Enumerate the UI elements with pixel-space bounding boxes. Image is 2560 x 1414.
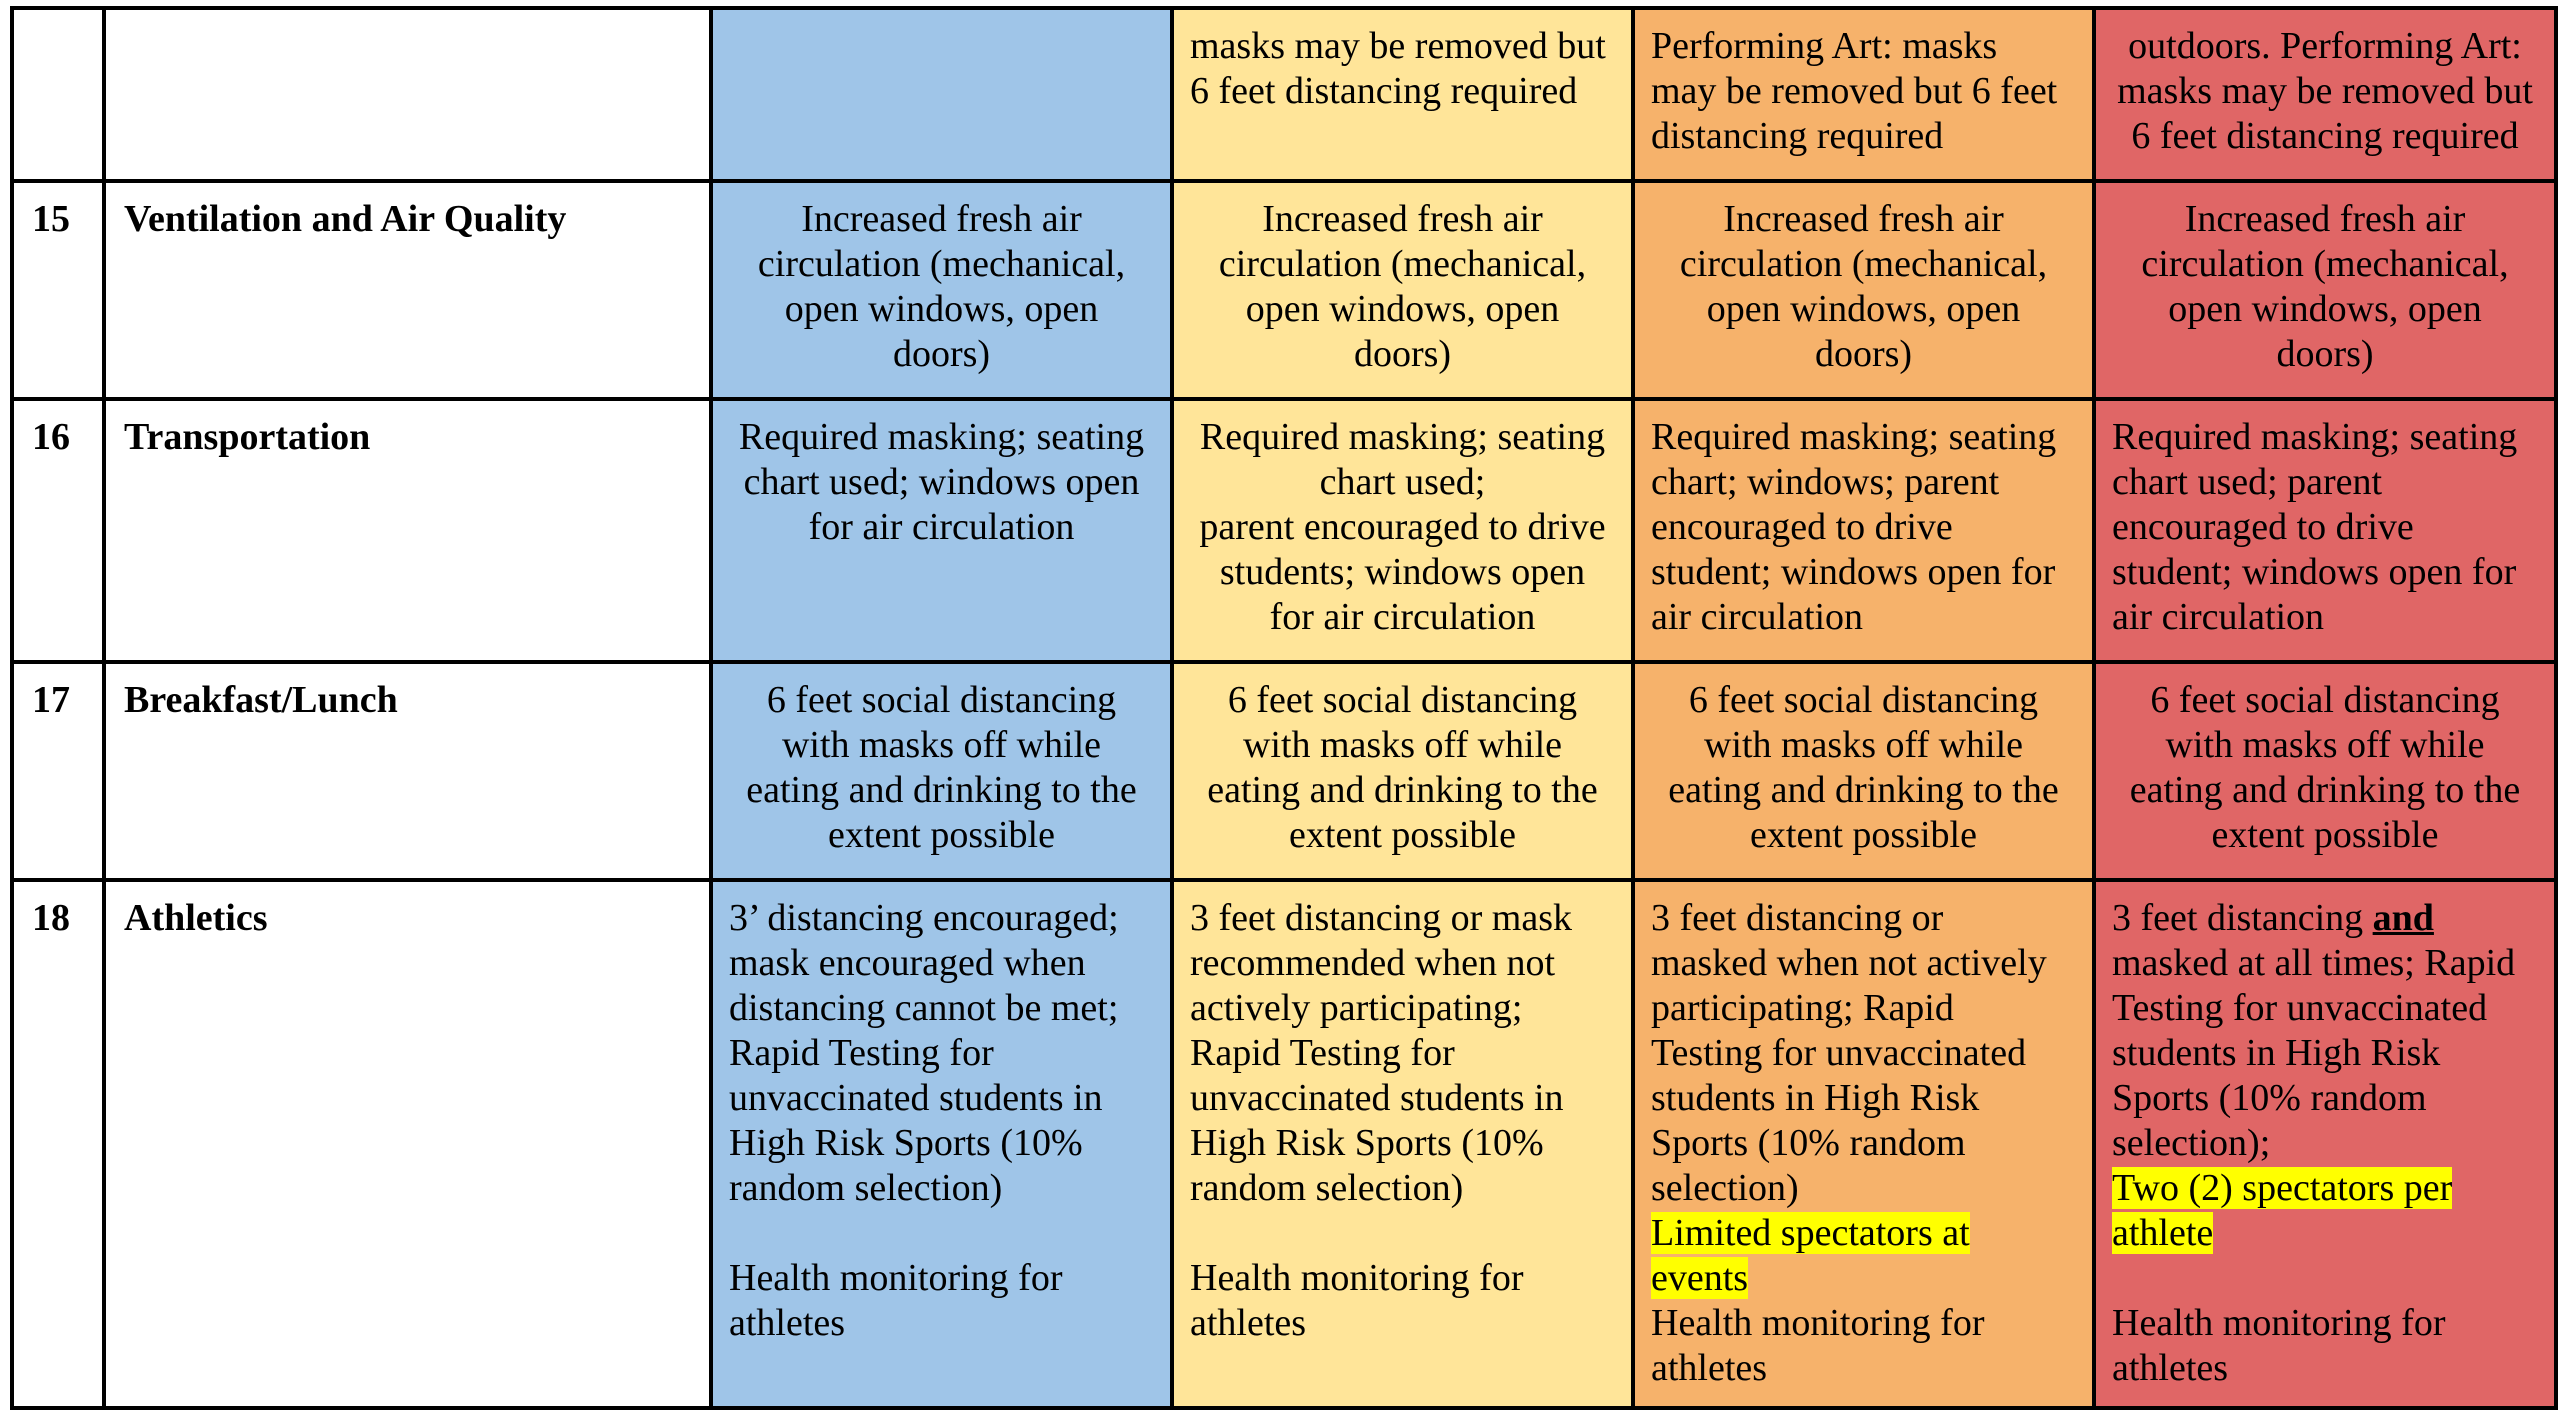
cell-text-line: with masks off while: [1703, 724, 2024, 766]
cell-yellow: [1172, 399, 1633, 662]
cell-text-line: masks may be removed but: [2117, 70, 2533, 112]
table-row-18: [12, 880, 2556, 1408]
cell-text-line: Increased fresh air: [2184, 198, 2466, 240]
cell-red: [2094, 181, 2556, 399]
cell-text-line: Required masking; seating: [1651, 416, 2057, 458]
cell-text-line: circulation (mechanical,: [757, 243, 1126, 285]
cell-text-line: Rapid Testing for: [729, 1032, 994, 1074]
cell-red: [2094, 880, 2556, 1408]
cell-text-line: 6 feet social distancing: [766, 679, 1117, 721]
cell-text-line: with masks off while: [1242, 724, 1563, 766]
cell-text-line: outdoors. Performing Art:: [2128, 25, 2522, 67]
row-category: Breakfast/Lunch: [104, 662, 711, 880]
cell-text-line: Testing for unvaccinated: [2112, 987, 2488, 1029]
highlight: Two (2) spectators per: [2112, 1167, 2453, 1209]
cell-text-line: recommended when not: [1190, 942, 1556, 984]
table-row-17: [12, 662, 2556, 880]
cell-text-line: [2112, 896, 2538, 941]
highlight: athlete: [2112, 1212, 2214, 1254]
paragraph-gap: [2112, 1256, 2538, 1301]
cell-text-line: athletes: [729, 1302, 846, 1344]
cell-text-line: for air circulation: [808, 506, 1075, 548]
cell-text-line: parent encouraged to drive: [1199, 506, 1606, 548]
cell-text-line: circulation (mechanical,: [1679, 243, 2048, 285]
cell-text-line: Health monitoring for: [729, 1257, 1063, 1299]
cell-text-line: Health monitoring for: [1651, 1302, 1985, 1344]
cell-text-line: participating; Rapid: [1651, 987, 1954, 1029]
cell-text-line: Rapid Testing for: [1190, 1032, 1455, 1074]
cell-text-line: open windows, open: [1706, 288, 2021, 330]
cell-blue: [711, 8, 1172, 181]
cell-text-line: High Risk Sports (10%: [1190, 1122, 1544, 1164]
row-category: Transportation: [104, 399, 711, 662]
row-category: Ventilation and Air Quality: [104, 181, 711, 399]
cell-text-line: eating and drinking to the: [1207, 769, 1598, 811]
cell-text-line: open windows, open: [2168, 288, 2482, 330]
cell-text-line: distancing cannot be met;: [729, 987, 1119, 1029]
cell-red: [2094, 8, 2556, 181]
cell-text-line: 6 feet social distancing: [1688, 679, 2039, 721]
cell-yellow: [1172, 880, 1633, 1408]
cell-text-line: encouraged to drive: [1651, 506, 1953, 548]
cell-text-line: chart; windows; parent: [1651, 461, 2000, 503]
cell-text-line: may be removed but 6 feet: [1651, 70, 2058, 112]
cell-yellow: [1172, 662, 1633, 880]
cell-text-line: Performing Art: masks: [1651, 25, 1998, 67]
highlighted-text-line: [2112, 1166, 2538, 1211]
cell-text-line: extent possible: [1750, 814, 1977, 856]
cell-text-line: doors): [1353, 333, 1452, 375]
table-row-15: [12, 181, 2556, 399]
cell-text-line: random selection): [1190, 1167, 1464, 1209]
cell-text-line: with masks off while: [781, 724, 1102, 766]
cell-text-line: Increased fresh air: [801, 198, 1082, 240]
cell-blue: [711, 181, 1172, 399]
cell-blue: [711, 880, 1172, 1408]
cell-text-line: athletes: [1651, 1347, 1768, 1389]
paragraph-gap: [1190, 1211, 1615, 1256]
cell-text-line: chart used; parent: [2112, 461, 2383, 503]
cell-text-line: circulation (mechanical,: [2141, 243, 2509, 285]
cell-text-line: with masks off while: [2165, 724, 2485, 766]
cell-text-line: circulation (mechanical,: [1218, 243, 1587, 285]
cell-text-line: selection);: [2112, 1122, 2271, 1164]
cell-text-line: random selection): [729, 1167, 1003, 1209]
cell-text-line: doors): [892, 333, 991, 375]
row-number: 16: [12, 399, 104, 662]
cell-text-line: Increased fresh air: [1723, 198, 2004, 240]
emphasized-word: and: [2372, 897, 2434, 939]
cell-text-line: 3 feet distancing or: [1651, 897, 1944, 939]
cell-text-line: extent possible: [828, 814, 1055, 856]
paragraph-gap: [729, 1211, 1154, 1256]
highlight: Limited spectators at: [1651, 1212, 1970, 1254]
cell-text-line: students; windows open: [1219, 551, 1586, 593]
cell-text-line: eating and drinking to the: [1668, 769, 2059, 811]
cell-yellow: [1172, 8, 1633, 181]
cell-text-line: masked at all times; Rapid: [2112, 942, 2516, 984]
cell-text-line: distancing required: [1651, 115, 1944, 157]
highlight: events: [1651, 1257, 1749, 1299]
cell-text-line: chart used; windows open: [743, 461, 1140, 503]
cell-text-line: student; windows open for: [1651, 551, 2056, 593]
cell-text-line: student; windows open for: [2112, 551, 2517, 593]
row-category: [104, 8, 711, 181]
cell-orange: [1633, 399, 2094, 662]
cell-text-line: eating and drinking to the: [746, 769, 1137, 811]
cell-blue: [711, 399, 1172, 662]
highlighted-text-line: [1651, 1211, 2076, 1256]
table-row-16: [12, 399, 2556, 662]
cell-text-line: students in High Risk: [1651, 1077, 1980, 1119]
cell-text-line: Required masking; seating: [738, 416, 1145, 458]
table-row-continuation: [12, 8, 2556, 181]
covid-mitigation-table: [10, 6, 2558, 1410]
row-category: Athletics: [104, 880, 711, 1408]
cell-text-line: 3’ distancing encouraged;: [729, 897, 1119, 939]
cell-orange: [1633, 8, 2094, 181]
cell-text-line: doors): [1814, 333, 1913, 375]
cell-text-line: 6 feet social distancing: [1227, 679, 1578, 721]
cell-text-line: unvaccinated students in: [729, 1077, 1103, 1119]
cell-text-line: extent possible: [1289, 814, 1516, 856]
cell-text-line: students in High Risk: [2112, 1032, 2441, 1074]
cell-text-line: eating and drinking to the: [2129, 769, 2521, 811]
highlighted-text-line: [1651, 1256, 2076, 1301]
cell-orange: [1633, 662, 2094, 880]
cell-text-line: unvaccinated students in: [1190, 1077, 1564, 1119]
cell-text-line: Increased fresh air: [1262, 198, 1543, 240]
cell-text-line: 6 feet distancing required: [1190, 70, 1578, 112]
cell-text-line: 6 feet social distancing: [2150, 679, 2500, 721]
cell-text-line: mask encouraged when: [729, 942, 1086, 984]
cell-text-line: Sports (10% random: [1651, 1122, 1966, 1164]
cell-text-line: air circulation: [1651, 596, 1864, 638]
cell-text-line: Testing for unvaccinated: [1651, 1032, 2027, 1074]
cell-text-line: Health monitoring for: [2112, 1302, 2446, 1344]
cell-text-line: Sports (10% random: [2112, 1077, 2427, 1119]
cell-red: [2094, 399, 2556, 662]
cell-yellow: [1172, 181, 1633, 399]
cell-text-line: extent possible: [2211, 814, 2439, 856]
cell-text-line: athletes: [1190, 1302, 1307, 1344]
text-run: 3 feet distancing: [2112, 897, 2373, 939]
cell-text-line: chart used;: [1319, 461, 1486, 503]
cell-text-line: Health monitoring for: [1190, 1257, 1524, 1299]
cell-text-line: selection): [1651, 1167, 1799, 1209]
row-number: 18: [12, 880, 104, 1408]
cell-text-line: athletes: [2112, 1347, 2229, 1389]
cell-text-line: Required masking; seating: [2112, 416, 2518, 458]
row-number: 17: [12, 662, 104, 880]
cell-text-line: actively participating;: [1190, 987, 1523, 1029]
cell-text-line: masked when not actively: [1651, 942, 2047, 984]
cell-text-line: encouraged to drive: [2112, 506, 2414, 548]
row-number: [12, 8, 104, 181]
cell-text-line: 3 feet distancing or mask: [1190, 897, 1573, 939]
cell-text-line: High Risk Sports (10%: [729, 1122, 1083, 1164]
row-number: 15: [12, 181, 104, 399]
cell-text-line: 6 feet distancing required: [2131, 115, 2519, 157]
cell-orange: [1633, 181, 2094, 399]
cell-text-line: doors): [2276, 333, 2374, 375]
cell-text-line: open windows, open: [1245, 288, 1560, 330]
cell-text-line: open windows, open: [784, 288, 1099, 330]
cell-text-line: masks may be removed but: [1190, 25, 1606, 67]
cell-text-line: air circulation: [2112, 596, 2325, 638]
highlighted-text-line: [2112, 1211, 2538, 1256]
cell-text-line: for air circulation: [1269, 596, 1536, 638]
cell-red: [2094, 662, 2556, 880]
cell-orange: [1633, 880, 2094, 1408]
cell-text-line: Required masking; seating: [1199, 416, 1606, 458]
cell-blue: [711, 662, 1172, 880]
